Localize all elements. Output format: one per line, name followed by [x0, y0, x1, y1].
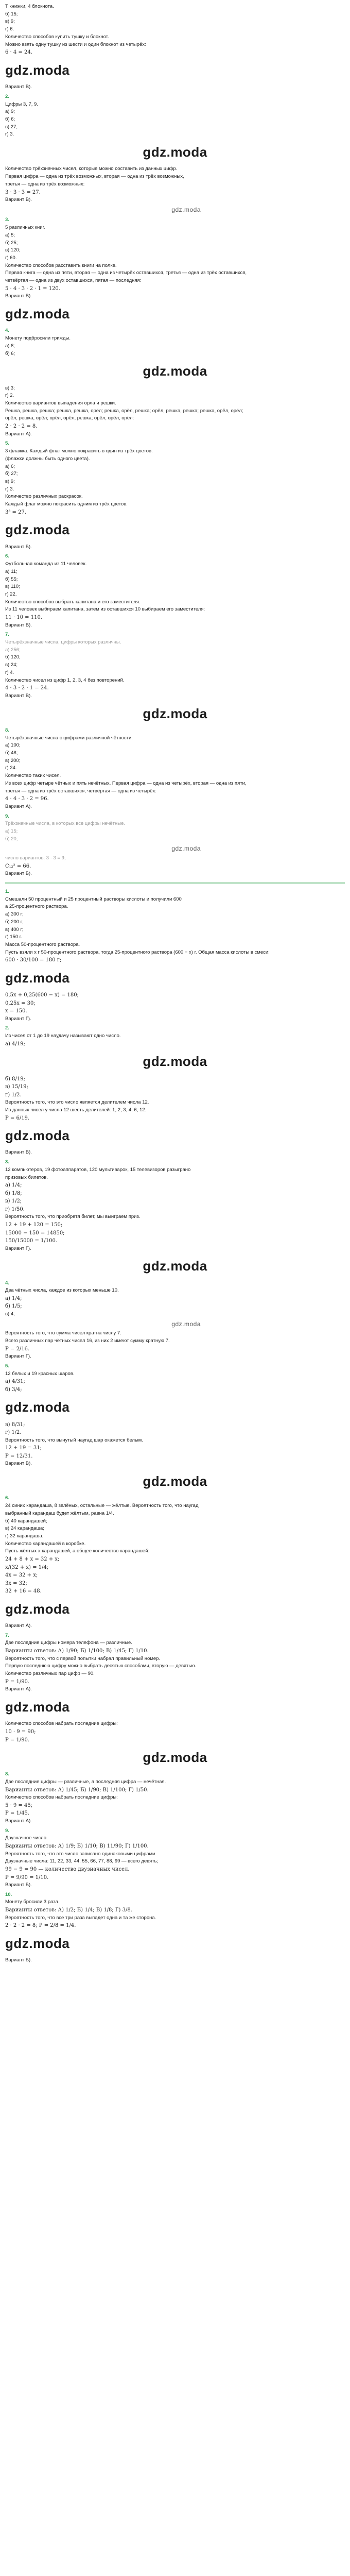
watermark-logo: gdz.moda	[5, 970, 70, 986]
formula-line: б) 8/19;	[5, 1076, 25, 1082]
task-number: 10.	[5, 1891, 12, 1897]
text-line: Из 11 человек выбираем капитана, затем из оставшихся 10 выбираем его заместителя:	[5, 606, 205, 613]
faded-text-line: Трёхзначные числа, в которых все цифры нечётные.	[5, 821, 125, 827]
text-line: 3 флажка. Каждый флаг можно покрасить в один из трёх цветов.	[5, 448, 153, 454]
text-line: Количество различных пар цифр — 90.	[5, 1671, 95, 1677]
text-line: Две последние цифры номера телефона — различные.	[5, 1640, 132, 1646]
text-line: Вариант Б).	[5, 1882, 32, 1888]
text-line: Два чётных числа, каждое из которых меньше 10.	[5, 1287, 119, 1294]
text-line: 24 синих карандаша, 8 зелёных, остальные — жёлтые. Вероятность того, что наугад	[5, 1503, 199, 1509]
formula-line: в) 8/31;	[5, 1421, 25, 1428]
formula-line: г) 1/2.	[5, 1430, 22, 1436]
text-line: в) 4;	[5, 1311, 15, 1317]
text-line: г) 2.	[5, 393, 14, 399]
formula-line: 2 · 2 · 2 = 8.	[5, 423, 38, 430]
text-line: Футбольная команда из 11 человек.	[5, 561, 87, 567]
text-line: Из данных чисел у числа 12 шесть делителей: 1, 2, 3, 4, 6, 12.	[5, 1107, 147, 1113]
task-number: 7.	[5, 1632, 9, 1638]
text-line: Первая цифра — одна из трёх возможных, вторая — одна из трёх возможных,	[5, 174, 184, 180]
faded-text-line: а) 256;	[5, 647, 21, 653]
formula-line: P = 9/90 = 1/10.	[5, 1874, 49, 1880]
text-line: Вариант А).	[5, 1686, 32, 1692]
formula-line: г) 1/50.	[5, 1206, 25, 1212]
text-line: Вариант Б).	[5, 871, 32, 877]
text-line: в) 9;	[5, 478, 15, 484]
formula-line: P = 2/16.	[5, 1346, 30, 1352]
text-line: в) 200;	[5, 757, 21, 764]
text-line: Четырёхзначные числа с цифрами различной чётности.	[5, 735, 133, 741]
text-line: а) 11;	[5, 568, 18, 574]
watermark-logo: gdz.moda	[143, 363, 207, 379]
text-line: Вариант В).	[5, 1149, 32, 1156]
text-line: в) 24;	[5, 662, 18, 668]
formula-line: 32 + 16 = 48.	[5, 1588, 42, 1595]
watermark-logo: gdz.moda	[143, 1750, 207, 1765]
text-line: б) 25;	[5, 240, 18, 246]
task-number: 3.	[5, 217, 9, 223]
text-line: Вероятность того, что все три раза выпадет одна и та же сторона.	[5, 1914, 156, 1921]
text-line: Количество вариантов выпадения орла и решки.	[5, 400, 116, 406]
watermark-logo: gdz.moda	[5, 62, 70, 78]
watermark-small: gdz.moda	[171, 1320, 201, 1328]
text-line: Вероятность того, что приобретя билет, мы выиграем приз.	[5, 1214, 141, 1220]
task-number: 8.	[5, 727, 9, 733]
text-line: Цифры 3, 7, 9.	[5, 101, 38, 107]
formula-line: 600 · 30/100 = 180 г;	[5, 957, 62, 963]
watermark-logo: gdz.moda	[143, 1258, 207, 1274]
text-line: Вариант А).	[5, 431, 32, 437]
text-line: третья — одна из трёх возможных:	[5, 181, 85, 187]
formula-line: Варианты ответов: А) 1/2; Б) 1/4; В) 1/8; Г) 3/8.	[5, 1907, 132, 1913]
watermark-logo: gdz.moda	[5, 1128, 70, 1144]
text-line: 12 компьютеров, 19 фотоаппаратов, 120 мультиварок, 15 телевизоров разыграно	[5, 1166, 191, 1173]
watermark-logo: gdz.moda	[143, 1054, 207, 1070]
formula-line: P = 12/31.	[5, 1453, 33, 1459]
text-line: в) 24 карандаша;	[5, 1526, 44, 1532]
text-line: б) 48;	[5, 750, 18, 756]
text-line: г) 4.	[5, 669, 14, 675]
text-line: в) 120;	[5, 247, 21, 253]
text-line: г) 3.	[5, 131, 14, 138]
text-line: г) 24.	[5, 765, 17, 771]
text-line: Вероятность того, что сумма чисел кратна числу 7.	[5, 1330, 121, 1336]
text-line: в) 3;	[5, 385, 15, 391]
formula-line: г) 1/2.	[5, 1092, 22, 1098]
text-line: б) 27;	[5, 471, 18, 477]
text-line: Вариант В).	[5, 622, 32, 628]
formula-line: х/(32 + х) = 1/4;	[5, 1564, 49, 1570]
formula-line: в) 15/19;	[5, 1084, 28, 1090]
text-line: Пусть взяли х г 50-процентного раствора, тогда 25-процентного раствора (600 − х) г. Общая масса кислоты в смеси:	[5, 949, 270, 955]
task-number: 5.	[5, 440, 9, 447]
formula-line: х = 150.	[5, 1008, 27, 1014]
task-number: 2.	[5, 1025, 9, 1031]
text-line: а) 6;	[5, 463, 15, 469]
text-line: Из всех цифр четыре чётных и пять нечётных. Первая цифра — одна из четырёх, вторая — одна из пяти,	[5, 780, 247, 786]
text-line: г) 3.	[5, 486, 14, 492]
formula-line: а) 4/31;	[5, 1379, 25, 1385]
formula-line: P = 1/90.	[5, 1737, 30, 1743]
formula-line: 3х = 32;	[5, 1580, 27, 1586]
text-line: Пусть жёлтых х карандашей, а общее количество карандашей:	[5, 1548, 150, 1554]
formula-line: 4 · 3 · 2 · 1 = 24.	[5, 685, 49, 691]
text-line: Монету подбросили трижды.	[5, 335, 71, 342]
text-line: Решка, решка, решка; решка, решка, орёл; решка, орёл, решка; орёл, решка, решка; решка, орёл, орёл;	[5, 408, 243, 414]
text-line: в) 9;	[5, 19, 15, 25]
formula-line: 99 − 9 = 90 — количество двузначных чисел.	[5, 1867, 130, 1873]
text-line: призовых билетов.	[5, 1174, 48, 1180]
text-line: Количество способов выбрать капитана и его заместителя.	[5, 599, 141, 605]
text-line: Вероятность того, что вынутый наугад шар окажется белым.	[5, 1437, 143, 1443]
watermark-logo: gdz.moda	[5, 306, 70, 322]
watermark-logo: gdz.moda	[5, 1601, 70, 1617]
text-line: Вероятность того, что это число записано одинаковыми цифрами.	[5, 1851, 157, 1857]
task-number: 7.	[5, 632, 9, 638]
text-line: а) 5;	[5, 232, 15, 238]
text-line: (флажки должны быть одного цвета).	[5, 455, 90, 462]
text-line: Первая книга — одна из пяти, вторая — одна из четырёх оставшихся, третья — одна из трёх оставшихся,	[5, 270, 247, 276]
task-number: 5.	[5, 1363, 9, 1369]
task-number: 9.	[5, 813, 9, 819]
formula-line: 11 · 10 = 110.	[5, 615, 42, 621]
text-line: Первую последнюю цифру можно выбрать десятью способами, вторую — девятью.	[5, 1663, 197, 1669]
formula-line: в) 1/2;	[5, 1198, 22, 1205]
text-line: в) 110;	[5, 584, 20, 590]
faded-text-line: число вариантов: 3 · 3 = 9;	[5, 855, 66, 861]
watermark-logo: gdz.moda	[143, 705, 207, 721]
formula-line: 2 · 2 · 2 = 8; P = 2/8 = 1/4.	[5, 1923, 76, 1929]
formula-line: P = 6/19.	[5, 1115, 30, 1121]
text-line: Т книжки, 4 блокнота.	[5, 4, 54, 9]
formula-line: 3 · 3 · 3 = 27.	[5, 189, 41, 195]
formula-line: 24 + 8 + х = 32 + х;	[5, 1556, 60, 1563]
formula-line: б) 1/8;	[5, 1190, 22, 1196]
formula-line: 4х = 32 + х;	[5, 1572, 38, 1579]
formula-line: Варианты ответов: А) 1/45; Б) 1/90; В) 1/100; Г) 1/50.	[5, 1787, 149, 1793]
formula-line: б) 1/5;	[5, 1303, 22, 1310]
text-line: Вероятность того, что это число является делителем числа 12.	[5, 1099, 149, 1106]
formula-line: 12 + 19 + 120 = 150;	[5, 1222, 63, 1228]
text-line: Вариант В).	[5, 293, 32, 299]
text-line: г) 32 карандаша.	[5, 1533, 44, 1539]
task-number: 1.	[5, 888, 9, 894]
formula-line: а) 1/4;	[5, 1295, 22, 1301]
task-number: 8.	[5, 1771, 9, 1777]
watermark-logo: gdz.moda	[5, 1935, 70, 1951]
text-line: а) 8;	[5, 343, 15, 349]
text-line: Вариант Б).	[5, 1957, 32, 1963]
task-number: 2.	[5, 93, 9, 99]
text-line: Количество способов купить тушку и блокнот.	[5, 33, 109, 40]
text-line: б) 6;	[5, 350, 15, 357]
text-line: г) 6.	[5, 26, 14, 32]
watermark-logo: gdz.moda	[143, 1473, 207, 1489]
text-line: Монету бросили 3 раза.	[5, 1899, 60, 1905]
faded-text-line: Четырёхзначные числа, цифры которых различны.	[5, 639, 121, 646]
formula-line: 12 + 19 = 31;	[5, 1445, 42, 1451]
text-line: 12 белых и 19 красных шаров.	[5, 1370, 75, 1377]
text-line: Количество различных раскрасок.	[5, 494, 83, 500]
text-line: Вариант В).	[5, 84, 32, 90]
text-line: в) 400 г;	[5, 926, 24, 933]
formula-line: 10 · 9 = 90;	[5, 1729, 36, 1735]
watermark-logo: gdz.moda	[5, 1399, 70, 1415]
text-line: Можно взять одну тушку из шести и один блокнот из четырёх:	[5, 41, 146, 47]
task-number: 6.	[5, 1495, 9, 1501]
faded-text-line: б) 20;	[5, 836, 18, 842]
text-line: г) 60.	[5, 255, 17, 261]
text-line: Вариант Б).	[5, 544, 32, 550]
text-line: 5 различных книг.	[5, 225, 45, 231]
formula-line: 0,5х + 0,25(600 − х) = 180;	[5, 992, 79, 998]
text-line: б) 200 г;	[5, 919, 24, 925]
text-line: б) 6;	[5, 116, 15, 122]
text-line: а) 9;	[5, 109, 15, 115]
watermark-logo: gdz.moda	[5, 522, 70, 538]
text-line: в) 27;	[5, 124, 18, 130]
text-line: б) 15;	[5, 11, 18, 17]
text-line: а) 300 г;	[5, 911, 24, 918]
faded-text-line: а) 15;	[5, 828, 18, 834]
formula-line: 15000 − 150 = 14850;	[5, 1230, 65, 1236]
text-line: Вариант Г).	[5, 1245, 31, 1251]
formula-line: P = 1/90.	[5, 1679, 30, 1685]
text-line: г) 22.	[5, 591, 17, 597]
formula-line: P = 1/45.	[5, 1810, 30, 1817]
text-line: Вероятность того, что с первой попытки набрал правильный номер.	[5, 1655, 161, 1662]
text-line: Количество таких чисел.	[5, 773, 61, 779]
watermark-logo: gdz.moda	[143, 144, 207, 160]
text-line: б) 55;	[5, 576, 18, 582]
text-line: Из чисел от 1 до 19 наудачу называют одно число.	[5, 1033, 121, 1039]
task-number: 4.	[5, 328, 9, 334]
text-line: Вариант Г).	[5, 1353, 31, 1360]
formula-line: 6 · 4 = 24.	[5, 49, 32, 56]
text-line: б) 40 карандашей;	[5, 1518, 47, 1524]
formula-line: 5 · 4 · 3 · 2 · 1 = 120.	[5, 285, 60, 292]
formula-line: Варианты ответов: А) 1/90; Б) 1/100; В) 1/45; Г) 1/10.	[5, 1648, 149, 1654]
formula-line: а) 1/4;	[5, 1182, 22, 1189]
text-line: орёл, решка, орёл; орёл, орёл, решка; орёл, орёл, орёл:	[5, 415, 134, 421]
formula-line: а) 4/19;	[5, 1041, 25, 1047]
text-line: Количество способов расставить книги на полке.	[5, 262, 117, 268]
text-line: а) 100;	[5, 742, 21, 749]
text-line: Каждый флаг можно покрасить одним из трёх цветов:	[5, 501, 128, 507]
formula-line: 4 · 4 · 3 · 2 = 96.	[5, 796, 49, 802]
task-number: 4.	[5, 1280, 9, 1286]
text-line: третья — одна из трёх оставшихся, четвёртая — одна из четырёх:	[5, 788, 156, 794]
formula-line: 5 · 9 = 45;	[5, 1802, 33, 1808]
text-line: Вариант В).	[5, 692, 32, 699]
text-line: Вариант А).	[5, 1818, 32, 1824]
text-line: а 25-процентного раствора.	[5, 904, 68, 910]
text-line: Вариант А).	[5, 803, 32, 809]
text-line: Количество способов набрать последние цифры:	[5, 1721, 118, 1727]
text-line: Вариант В).	[5, 197, 32, 203]
task-number: 3.	[5, 1159, 9, 1165]
section-divider	[5, 882, 345, 884]
watermark-small: gdz.moda	[171, 845, 201, 853]
task-number: 6.	[5, 553, 9, 560]
formula-line: 0,25х = 30;	[5, 1000, 36, 1006]
text-line: Всего различных пар чётных чисел 16, из них 2 имеют сумму кратную 7.	[5, 1338, 170, 1344]
text-line: б) 120;	[5, 654, 21, 660]
text-line: выбранный карандаш будет жёлтым, равна 1/4.	[5, 1510, 114, 1516]
text-line: Две последние цифры — различные, а последняя цифра — нечётная.	[5, 1779, 166, 1785]
text-line: Количество чисел из цифр 1, 2, 3, 4 без повторений.	[5, 677, 125, 683]
formula-line: 150/15000 = 1/100.	[5, 1238, 58, 1244]
text-line: Двузначные числа: 11, 22, 33, 44, 55, 66, 77, 88, 99 — всего девять;	[5, 1858, 159, 1865]
task-number: 9.	[5, 1827, 9, 1834]
text-line: Вариант В).	[5, 1461, 32, 1467]
watermark-logo: gdz.moda	[5, 1699, 70, 1715]
text-line: Количество карандашей в коробке.	[5, 1540, 86, 1547]
text-line: Масса 50-процентного раствора.	[5, 942, 80, 947]
text-line: г) 150 г.	[5, 934, 22, 940]
text-line: Вариант А).	[5, 1622, 32, 1629]
formula-line: 3³ = 27.	[5, 509, 27, 515]
watermark-small: gdz.moda	[171, 206, 201, 213]
text-line: Двузначное число.	[5, 1835, 48, 1841]
text-line: Смешали 50 процентный и 25 процентный растворы кислоты и получили 600	[5, 896, 182, 902]
formula-line: б) 3/4;	[5, 1386, 22, 1393]
text-line: четвёртая — одна из двух оставшихся, пятая — последняя:	[5, 278, 142, 284]
formula-line: C₁₂² = 66.	[5, 863, 31, 869]
formula-line: Варианты ответов: А) 1/9; Б) 1/10; В) 11/90; Г) 1/100.	[5, 1843, 149, 1850]
text-line: Количество трёхзначных чисел, которые можно составить из данных цифр.	[5, 166, 178, 172]
text-line: Вариант Г).	[5, 1015, 31, 1022]
text-line: Количество способов набрать последние цифры:	[5, 1794, 118, 1801]
